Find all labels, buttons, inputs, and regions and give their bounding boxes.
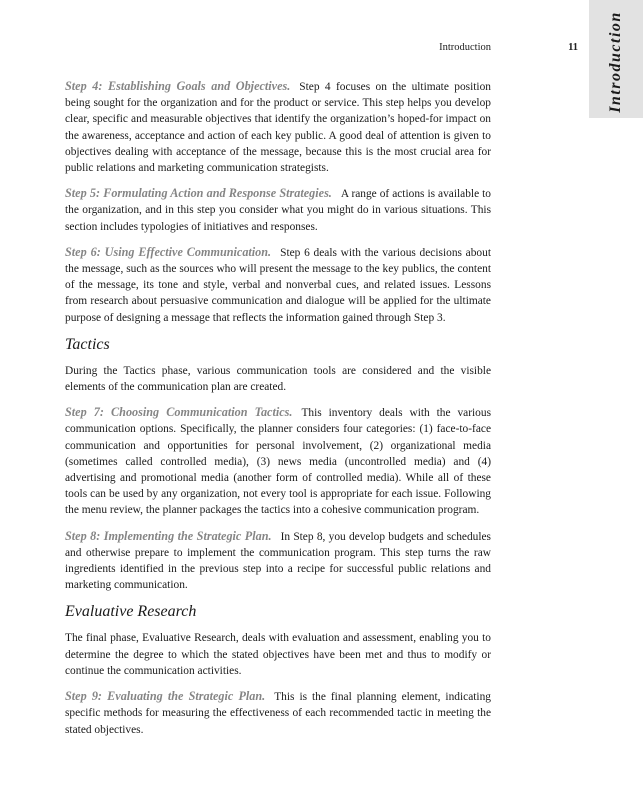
paragraph-step-5 xyxy=(65,185,491,235)
evaluative-research-heading: Evaluative Research xyxy=(65,603,197,621)
side-tab-label: Introduction xyxy=(607,11,624,113)
step-6-title: Step 6: Using Effective Communication. xyxy=(65,244,272,259)
paragraph-step-6 xyxy=(65,244,491,326)
step-8-text: In Step 8, you develop budgets and schedules and otherwise prepare to implement the communication program. This step turns the raw ingredients identified in the previous step into a recipe for successful public relations and marketing communication. xyxy=(65,530,491,592)
step-6-text: Step 6 deals with the various decisions about the message, such as the sources who will present the message to the key publics, the content of the message, its tone and style, verbal and nonverbal cues, and related issues. Lessons from research about persuasive communication and dialogue will be applied for the ultimate purpose of designing a message that reflects the information gained through Step 3. xyxy=(65,246,491,324)
step-9-text: This is the final planning element, indicating specific methods for measuring the effectiveness of each recommended tactic in meeting the stated objectives. xyxy=(65,691,491,736)
paragraph-tactics-intro: During the Tactics phase, various communication tools are considered and the visible elements of the communication plan are created. xyxy=(65,364,491,394)
tactics-heading: Tactics xyxy=(65,335,110,353)
running-head: Introduction xyxy=(439,42,491,53)
step-4-title: Step 4: Establishing Goals and Objectives. xyxy=(65,79,291,93)
step-8-title: Step 8: Implementing the Strategic Plan. xyxy=(65,528,272,543)
side-tab-label-wrap xyxy=(603,12,629,112)
page-body xyxy=(65,78,491,747)
paragraph-step-9 xyxy=(65,688,491,738)
paragraph-step-4 xyxy=(65,78,491,176)
paragraph-step-7 xyxy=(65,404,491,518)
page-number: 11 xyxy=(568,42,578,53)
step-4-text: Step 4 focuses on the ultimate position being sought for the organization and for the product or service. This step helps you develop clear, specific and measurable objectives that identify the organization’s hoped-for impact on the awareness, acceptance and action of each key public. A good deal of attention is given to objectives dealing with acceptance of the message, because this is the most crucial area for public relations and marketing communication strategists. xyxy=(65,81,491,175)
step-9-title: Step 9: Evaluating the Strategic Plan. xyxy=(65,689,266,704)
step-7-text: This inventory deals with the various communication options. Specifically, the planner considers four categories: (1) face-to-face communication and opportunities for personal involvement, (2) organizational media (sometimes called controlled media), (3) news media (uncontrolled media) and (4) advertising and promotional media (another form of controlled media). While all of these tools can be used by any organization, not every tool is appropriate for each issue. Following the menu review, the planner packages the tactics into a cohesive communication program. xyxy=(65,407,491,517)
paragraph-evaluative-intro: The final phase, Evaluative Research, deals with evaluation and assessment, enabling you to determine the degree to which the stated objectives have been met and thus to modify or continue the communication activities. xyxy=(65,632,491,677)
paragraph-step-8 xyxy=(65,528,491,594)
step-5-text: A range of actions is available to the organization, and in this step you consider what you might do in various situations. This section includes typologies of initiatives and responses. xyxy=(65,188,491,233)
step-5-title: Step 5: Formulating Action and Response Strategies. xyxy=(65,186,332,201)
chapter-side-tab xyxy=(589,0,643,118)
step-7-title: Step 7: Choosing Communication Tactics. xyxy=(65,405,293,420)
